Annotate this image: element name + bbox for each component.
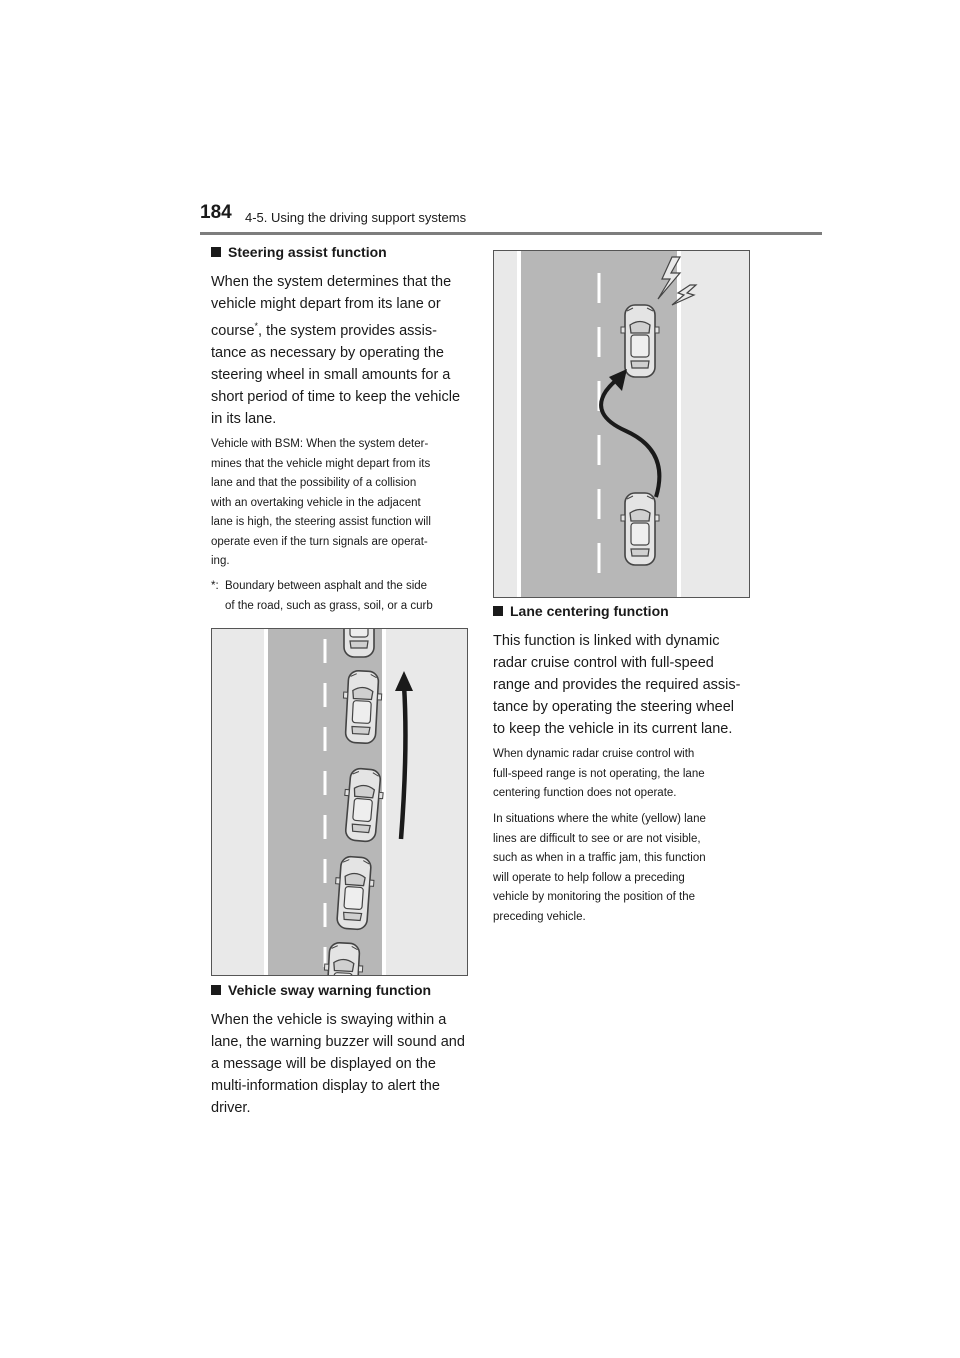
text-line: steering wheel in small amounts for a [211, 366, 451, 383]
text-line: lane is high, the steering assist function will [211, 516, 431, 528]
text-line: preceding vehicle. [493, 910, 586, 923]
vehicle-sway-heading [211, 982, 431, 998]
text-line: multi-information display to alert the [211, 1078, 440, 1094]
text-span: , the system provides assis- [258, 322, 437, 339]
text-line: of the road, such as grass, soil, or a curb [225, 599, 433, 612]
text-line: vehicle by monitoring the position of the [493, 891, 696, 903]
text-line: This function is linked with dynamic [493, 633, 720, 649]
text-line: ing. [211, 555, 230, 567]
lane-centering-note-1 [493, 745, 753, 804]
text-line: full-speed range is not operating, the lane [493, 767, 705, 780]
text-line: Vehicle with BSM: When the system deter- [211, 438, 429, 450]
square-bullet-icon [211, 247, 221, 257]
steering-assist-illustration [494, 251, 749, 597]
footnote-marker: *: [211, 580, 219, 592]
text-line: range and provides the required assis- [493, 677, 741, 693]
text-line: tance by operating the steering wheel [493, 699, 735, 715]
text-line [211, 315, 469, 342]
text-line: In situations where the white (yellow) lane [493, 813, 706, 825]
text-line: When the system determines that the [211, 274, 452, 290]
lane-centering-paragraph [493, 630, 753, 740]
square-bullet-icon [493, 606, 503, 616]
text-line: lane and that the possibility of a collision [211, 477, 417, 489]
text-line [211, 577, 469, 597]
vehicle-sway-heading-text: Vehicle sway warning function [228, 982, 432, 998]
text-line: will operate to help follow a preceding [493, 871, 685, 884]
lane-centering-note-2 [493, 810, 753, 927]
text-line: driver. [211, 1100, 251, 1116]
text-line: with an overtaking vehicle in the adjacent [211, 496, 421, 509]
lane-centering-illustration [212, 629, 467, 975]
text-span: Boundary between asphalt and the side [225, 580, 428, 592]
text-line: centering function does not operate. [493, 787, 677, 799]
page-number: 184 [200, 202, 232, 223]
steering-assist-heading [211, 244, 387, 260]
steering-assist-paragraph [211, 271, 469, 430]
text-line: a message will be displayed on the [211, 1056, 436, 1072]
text-line: such as when in a traffic jam, this function [493, 852, 706, 864]
text-line: vehicle might depart from its lane or [211, 296, 441, 312]
steering-assist-figure [493, 250, 750, 598]
text-line: short period of time to keep the vehicle [211, 388, 461, 405]
text-line: When the vehicle is swaying within a [211, 1012, 447, 1028]
steering-assist-heading-text: Steering assist function [228, 244, 387, 260]
lane-centering-figure [211, 628, 468, 976]
text-line: When dynamic radar cruise control with [493, 748, 695, 760]
text-line: lines are difficult to see or are not visible, [493, 832, 701, 845]
text-line: to keep the vehicle in its current lane. [493, 721, 733, 737]
lane-centering-heading-text: Lane centering function [510, 603, 669, 619]
lane-centering-heading [493, 603, 669, 619]
section-title: 4-5. Using the driving support systems [245, 210, 467, 225]
text-span: course [211, 322, 255, 339]
header-rule [200, 232, 822, 235]
text-line: mines that the vehicle might depart from its [211, 457, 431, 470]
text-line: tance as necessary by operating the [211, 344, 444, 361]
bsm-note [211, 435, 469, 572]
square-bullet-icon [211, 985, 221, 995]
vehicle-sway-paragraph [211, 1009, 473, 1119]
text-line: operate even if the turn signals are operat- [211, 535, 428, 548]
text-line: in its lane. [211, 410, 277, 427]
text-line: lane, the warning buzzer will sound and [211, 1034, 465, 1050]
footnote-mark: * [254, 321, 259, 331]
footnote [211, 577, 469, 616]
text-line: radar cruise control with full-speed [493, 655, 714, 671]
